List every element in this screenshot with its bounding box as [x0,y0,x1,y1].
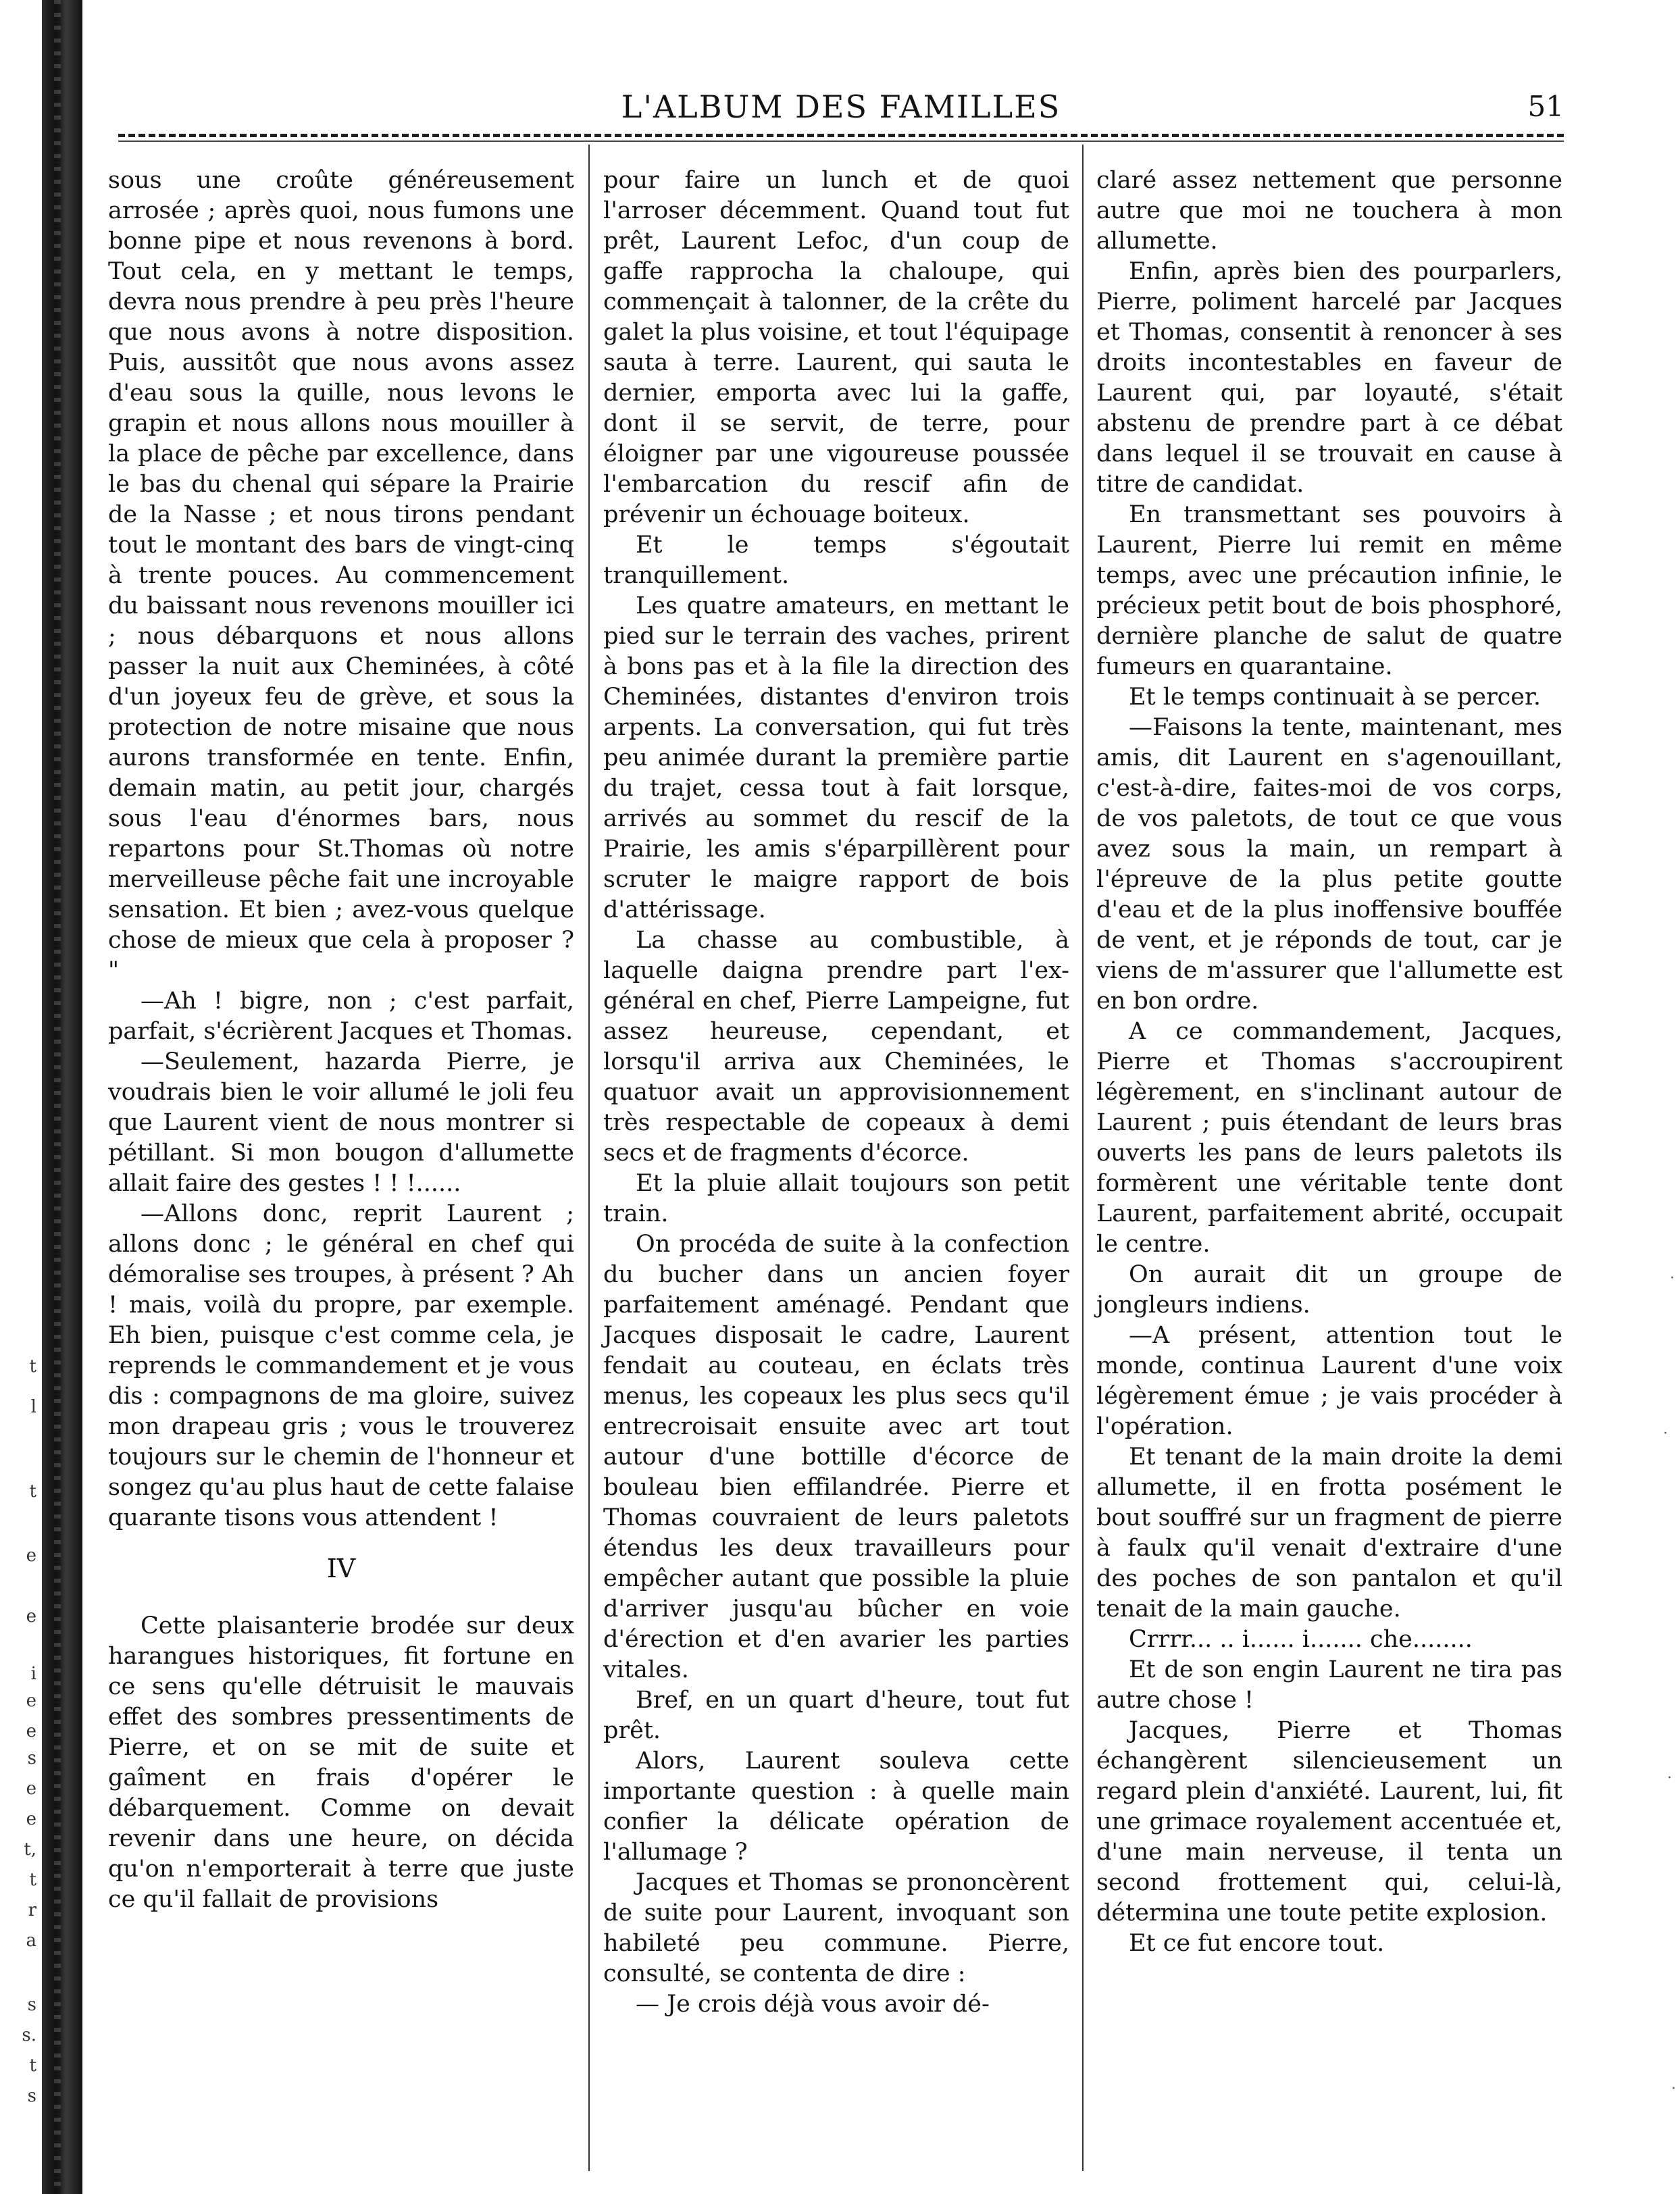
gutter-char: t [29,1356,36,1377]
gutter-char: t [29,1481,36,1502]
paragraph: —Faisons la tente, maintenant, mes amis, dit Laurent en s'agenouillant, c'est-à-dire, faites-moi de vos corps, de vos paletots, de tout ce que vous avez sous la main, un rempart à l'épreuve de la plus petite goutte d'eau et de la plus inoffensive bouffée de vent, et je réponds de tout, car je viens de m'assurer que l'allumette est en bon ordre. [1096,714,1562,1015]
text-column-1 [108,165,574,1915]
gutter-char: s [27,2086,36,2106]
gutter-char: s [27,1995,36,2015]
gutter-char: t [29,1870,36,1890]
paragraph: Crrrr... .. i...... i....... che........ [1129,1626,1473,1653]
gutter-char: e [26,1606,36,1627]
paragraph: Et ce fut encore tout. [1129,1930,1385,1957]
paragraph: Enfin, après bien des pourparlers, Pierre, poliment harcelé par Jacques et Thomas, consentit à renoncer à ses droits incontestables en faveur de Laurent qui, par loyauté, s'était abstenu de prendre part à ce débat dans lequel il se trouvait en cause à titre de candidat. [1096,258,1562,498]
gutter-char: l [30,1397,36,1417]
journal-title: L'ALBUM DES FAMILLES [621,88,1061,125]
paragraph: On aurait dit un groupe de jongleurs indiens. [1096,1261,1562,1319]
gutter-char: t, [24,1839,36,1860]
gutter-char: e [26,1809,36,1829]
paragraph: Jacques et Thomas se prononcèrent de suite pour Laurent, invoquant son habileté peu commune. Pierre, consulté, se contenta de dire : [603,1869,1069,1987]
gutter-char: e [26,1721,36,1741]
text-column-2 [603,165,1069,2020]
gutter-char: s. [22,2025,36,2045]
paragraph: La chasse au combustible, à laquelle daigna prendre part l'ex-général en chef, Pierre Lampeigne, fut assez heureuse, cependant, et lorsqu'il arriva aux Cheminées, le quatuor avait un approvisionnement très respectable de copeaux à demi secs et de fragments d'écorce. [603,927,1069,1167]
gutter-char: e [26,1691,36,1711]
paragraph: Les quatre amateurs, en mettant le pied sur le terrain des vaches, prirent à bons pas et à la file la direction des Cheminées, distantes d'environ trois arpents. La conversation, qui fut très peu animée durant la première partie du trajet, cessa tout à fait lorsque, arrivés au sommet du rescif de la Prairie, les amis s'éparpillèrent pour scruter le maigre rapport de bois d'attérissage. [603,592,1069,923]
gutter-char: i [30,1664,36,1684]
page-binding-edge [42,0,82,2194]
paragraph: En transmettant ses pouvoirs à Laurent, Pierre lui remit en même temps, avec une précaution infinie, le précieux petit bout de bois phosphoré, dernière planche de salut de quatre fumeurs en quarantaine. [1096,501,1562,680]
paragraph: — Je crois déjà vous avoir dé- [636,1991,990,2018]
gutter-char: r [28,1900,36,1920]
section-heading: IV [326,1554,356,1583]
paragraph: —Allons donc, reprit Laurent ; allons donc ; le général en chef qui démoralise ses troupes, à présent ? Ah ! mais, voilà du propre, par exemple. Eh bien, puisque c'est comme cela, je reprends le commandement et je vous dis : compagnons de ma gloire, suivez mon drapeau gris ; vous le trouverez toujours sur le chemin de l'honneur et songez qu'au plus haut de cette falaise quarante tisons vous attendent ! [108,1200,575,1531]
paragraph: Alors, Laurent souleva cette importante question : à quelle main confier la délicate opération de l'allumage ? [603,1747,1069,1866]
paragraph: —A présent, attention tout le monde, continua Laurent d'une voix légèrement émue ; je vais procéder à l'opération. [1096,1322,1562,1440]
paragraph: Et la pluie allait toujours son petit train. [603,1170,1069,1227]
header-rule [118,134,1564,137]
paragraph: pour faire un lunch et de quoi l'arroser décemment. Quand tout fut prêt, Laurent Lefoc, d'un coup de gaffe rapprocha la chaloupe, qui commençait à talonner, de la crête du galet la plus voisine, et tout l'équipage sauta à terre. Laurent, qui sauta le dernier, emporta avec lui la gaffe, dont il se servit, de terre, pour éloigner par une vigoureuse poussée l'embarcation du rescif afin de prévenir un échouage boiteux. [603,167,1069,528]
paragraph: Et de son engin Laurent ne tira pas autre chose ! [1096,1656,1562,1714]
paragraph: —Seulement, hazarda Pierre, je voudrais bien le voir allumé le joli feu que Laurent vient de nous montrer si pétillant. Si mon bougon d'allumette allait faire des gestes ! ! !...... [108,1048,574,1197]
paragraph: sous une croûte généreusement arrosée ; après quoi, nous fumons une bonne pipe et nous revenons à bord. Tout cela, en y mettant le temps, devra nous prendre à peu près l'heure que nous avons à notre disposition. Puis, aussitôt que nous avons assez d'eau sous la quille, nous levons le grapin et nous allons nous mouiller à la place de pêche par excellence, dans le bas du chenal qui sépare la Prairie de la Nasse ; et nous tirons pendant tout le montant des bars de vingt-cinq à trente pouces. Au commencement du baissant nous revenons mouiller ici ; nous débarquons et nous allons passer la nuit aux Cheminées, à côté d'un joyeux feu de grève, et sous la protection de notre misaine que nous aurons transformée en tente. Enfin, demain matin, au petit jour, chargés sous l'eau d'énormes bars, nous repartons pour St.Thomas où notre merveilleuse pêche fait une incroyable sensation. Et bien ; avez-vous quelque chose de mieux que cela à proposer ? " [108,167,574,984]
paragraph: Et tenant de la main droite la demi allumette, il en frotta posément le bout souffré sur un fragment de pierre à faulx qu'il venait d'extraire d'une des poches de son pantalon et qu'il tenait de la main gauche. [1096,1444,1562,1623]
text-column-3 [1096,165,1562,1959]
paragraph: Bref, en un quart d'heure, tout fut prêt. [603,1687,1069,1744]
paragraph: Et le temps s'égoutait tranquillement. [603,532,1069,589]
paragraph: Et le temps continuait à se percer. [1129,684,1542,711]
paragraph: Cette plaisanterie brodée sur deux harangues historiques, fit fortune en ce sens qu'elle détruisit le mauvais effet des sombres pressentiments de Pierre, et on se mit de suite et gaîment en frais d'opérer le débarquement. Comme on devait revenir dans une heure, on décida qu'on n'emporterait à terre que juste ce qu'il fallait de provisions [108,1612,574,1913]
column-divider [1082,145,1084,2171]
running-header [118,86,1564,127]
left-margin-fragments [0,0,41,2194]
page-number: 51 [1527,90,1564,123]
paragraph: On procéda de suite à la confection du bucher dans un ancien foyer parfaitement aménagé. Pendant que Jacques disposait le cadre, Laurent fendait au couteau, en éclats très menus, les copeaux les plus secs qu'il entrecroisait ensuite avec art tout autour d'une bottille d'écorce de bouleau bien effilandrée. Pierre et Thomas couvraient de leurs paletots étendus les deux travailleurs pour empêcher autant que possible la pluie d'arriver jusqu'au bûcher en voie d'érection et d'en avarier les parties vitales. [603,1231,1069,1683]
paragraph: —Ah ! bigre, non ; c'est parfait, parfait, s'écrièrent Jacques et Thomas. [108,988,574,1045]
paragraph: claré assez nettement que personne autre que moi ne touchera à mon allumette. [1096,167,1562,255]
gutter-char: s [27,1748,36,1768]
column-divider [588,145,590,2171]
gutter-char: e [26,1779,36,1799]
gutter-char: e [26,1546,36,1566]
paragraph: A ce commandement, Jacques, Pierre et Thomas s'accroupirent légèrement, en s'inclinant autour de Laurent ; puis étendant de leurs bras ouverts les pans de leurs paletots ils formèrent une véritable tente dont Laurent, parfaitement abrité, occupait le centre. [1096,1018,1562,1258]
gutter-char: a [26,1931,36,1951]
gutter-char: t [29,2056,36,2076]
paragraph: Jacques, Pierre et Thomas échangèrent silencieusement un regard plein d'anxiété. Laurent, lui, fit une grimace royalement accentuée et, d'une main nerveuse, il tenta un second frottement qui, celui-là, détermina une toute petite explosion. [1096,1717,1562,1927]
header-rule-thin [118,141,1564,142]
right-margin-specks: · · · · [1663,1270,1676,2097]
